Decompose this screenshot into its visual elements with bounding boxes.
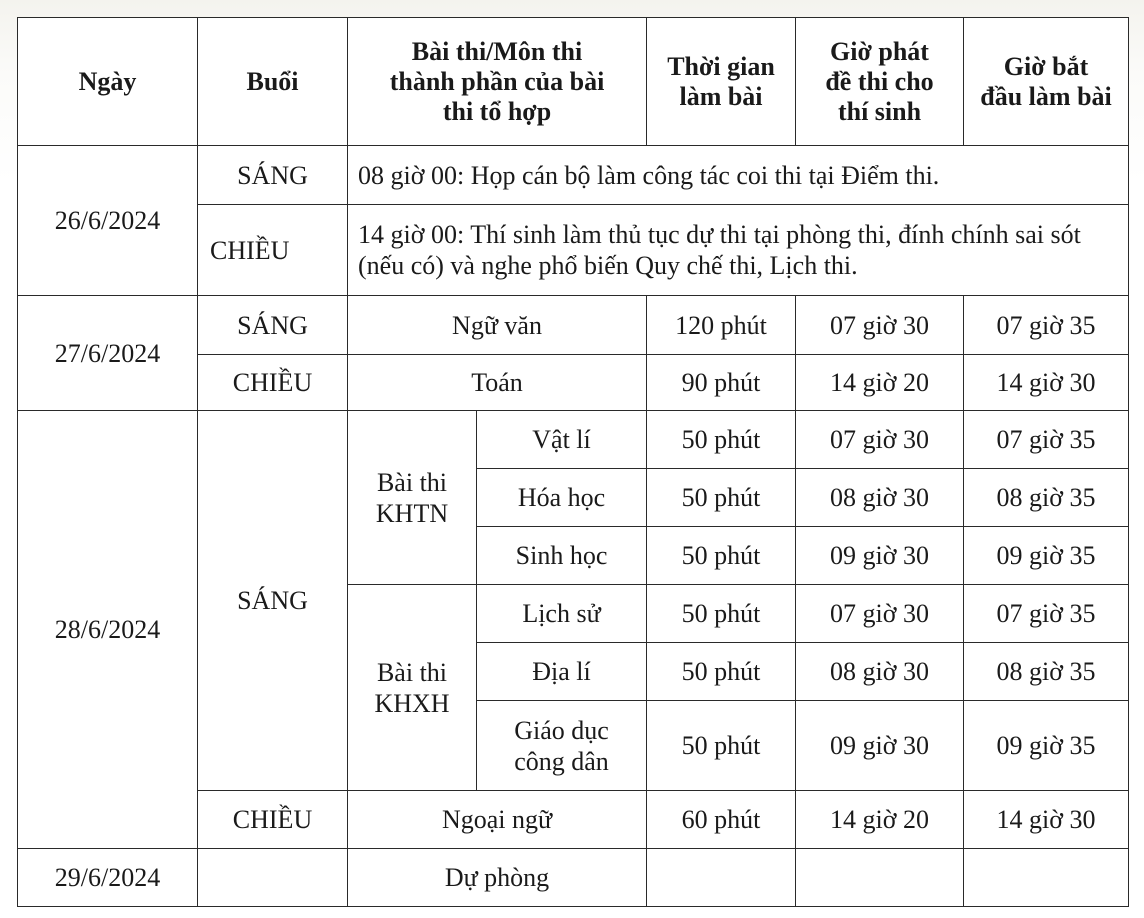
header-gio-bat-dau-line: Giờ bắt <box>1003 51 1089 81</box>
buoi-cell: CHIỀU <box>198 355 348 411</box>
header-gio-phat-line: đề thi cho <box>825 66 934 96</box>
gio-bat-dau-cell: 08 giờ 35 <box>964 643 1129 701</box>
header-thoi-gian-line: Thời gian <box>667 51 775 81</box>
date-cell: 28/6/2024 <box>18 411 198 849</box>
gio-bat-dau-cell: 07 giờ 35 <box>964 411 1129 469</box>
duration-cell: 60 phút <box>647 791 796 849</box>
header-thoi-gian-line: làm bài <box>679 81 763 111</box>
gio-phat-cell: 09 giờ 30 <box>796 527 964 585</box>
buoi-cell: SÁNG <box>198 411 348 791</box>
subject-cell: Toán <box>348 355 647 411</box>
group-cell-khtn <box>348 411 477 585</box>
table-row <box>18 849 1129 907</box>
gio-phat-cell: 07 giờ 30 <box>796 585 964 643</box>
gio-phat-cell: 08 giờ 30 <box>796 643 964 701</box>
header-bai-thi-line: thi tổ hợp <box>442 96 552 126</box>
duration-cell: 50 phút <box>647 527 796 585</box>
buoi-cell: SÁNG <box>198 296 348 355</box>
duration-cell: 120 phút <box>647 296 796 355</box>
gio-phat-cell: 07 giờ 30 <box>796 296 964 355</box>
subject-cell: Ngữ văn <box>348 296 647 355</box>
header-gio-bat-dau <box>964 18 1129 146</box>
header-gio-bat-dau-line: đầu làm bài <box>980 81 1112 111</box>
header-bai-thi-line: Bài thi/Môn thi <box>411 36 583 66</box>
gio-phat-cell: 14 giờ 20 <box>796 791 964 849</box>
table-row <box>18 146 1129 205</box>
header-bai-thi <box>348 18 647 146</box>
header-row <box>18 18 1129 146</box>
date-cell: 29/6/2024 <box>18 849 198 907</box>
buoi-cell: SÁNG <box>198 146 348 205</box>
subject-cell: Hóa học <box>477 469 647 527</box>
header-thoi-gian <box>647 18 796 146</box>
gio-bat-dau-cell: 14 giờ 30 <box>964 791 1129 849</box>
subject-line: công dân <box>514 746 609 776</box>
date-cell: 27/6/2024 <box>18 296 198 411</box>
duration-cell: 50 phút <box>647 643 796 701</box>
duration-cell: 50 phút <box>647 701 796 791</box>
group-name-line: KHXH <box>374 688 450 718</box>
header-gio-phat-line: thí sinh <box>837 96 922 126</box>
note-cell: 14 giờ 00: Thí sinh làm thủ tục dự thi tại phòng thi, đính chính sai sót (nếu có) và nghe phổ biến Quy chế thi, Lịch thi. <box>348 205 1129 296</box>
header-gio-phat-line: Giờ phát <box>830 36 929 66</box>
header-gio-phat <box>796 18 964 146</box>
table-row <box>18 411 1129 469</box>
subject-cell: Lịch sử <box>477 585 647 643</box>
note-cell: 08 giờ 00: Họp cán bộ làm công tác coi thi tại Điểm thi. <box>348 146 1129 205</box>
subject-line: Giáo dục <box>514 715 609 745</box>
gio-phat-cell: 09 giờ 30 <box>796 701 964 791</box>
gio-phat-cell: 08 giờ 30 <box>796 469 964 527</box>
subject-cell: Địa lí <box>477 643 647 701</box>
subject-cell: Vật lí <box>477 411 647 469</box>
duration-cell: 50 phút <box>647 585 796 643</box>
header-buoi: Buổi <box>198 18 348 146</box>
buoi-cell-empty <box>198 849 348 907</box>
subject-cell: Ngoại ngữ <box>348 791 647 849</box>
buoi-cell: CHIỀU <box>198 205 348 296</box>
gio-bat-dau-cell: 07 giờ 35 <box>964 296 1129 355</box>
duration-cell-empty <box>647 849 796 907</box>
gio-bat-dau-cell-empty <box>964 849 1129 907</box>
header-ngay: Ngày <box>18 18 198 146</box>
gio-bat-dau-cell: 07 giờ 35 <box>964 585 1129 643</box>
gio-bat-dau-cell: 09 giờ 35 <box>964 701 1129 791</box>
gio-phat-cell: 07 giờ 30 <box>796 411 964 469</box>
subject-cell: Sinh học <box>477 527 647 585</box>
duration-cell: 50 phút <box>647 411 796 469</box>
gio-phat-cell-empty <box>796 849 964 907</box>
subject-cell <box>477 701 647 791</box>
header-bai-thi-line: thành phần của bài <box>389 66 605 96</box>
group-name-line: Bài thi <box>376 657 448 687</box>
subject-cell: Dự phòng <box>348 849 647 907</box>
gio-bat-dau-cell: 14 giờ 30 <box>964 355 1129 411</box>
buoi-cell: CHIỀU <box>198 791 348 849</box>
gio-bat-dau-cell: 09 giờ 35 <box>964 527 1129 585</box>
gio-phat-cell: 14 giờ 20 <box>796 355 964 411</box>
group-name-line: KHTN <box>375 498 449 528</box>
duration-cell: 50 phút <box>647 469 796 527</box>
exam-schedule-table <box>17 17 1129 907</box>
duration-cell: 90 phút <box>647 355 796 411</box>
group-name-line: Bài thi <box>376 467 448 497</box>
group-cell-khxh <box>348 585 477 791</box>
table-row <box>18 296 1129 355</box>
date-cell: 26/6/2024 <box>18 146 198 296</box>
gio-bat-dau-cell: 08 giờ 35 <box>964 469 1129 527</box>
